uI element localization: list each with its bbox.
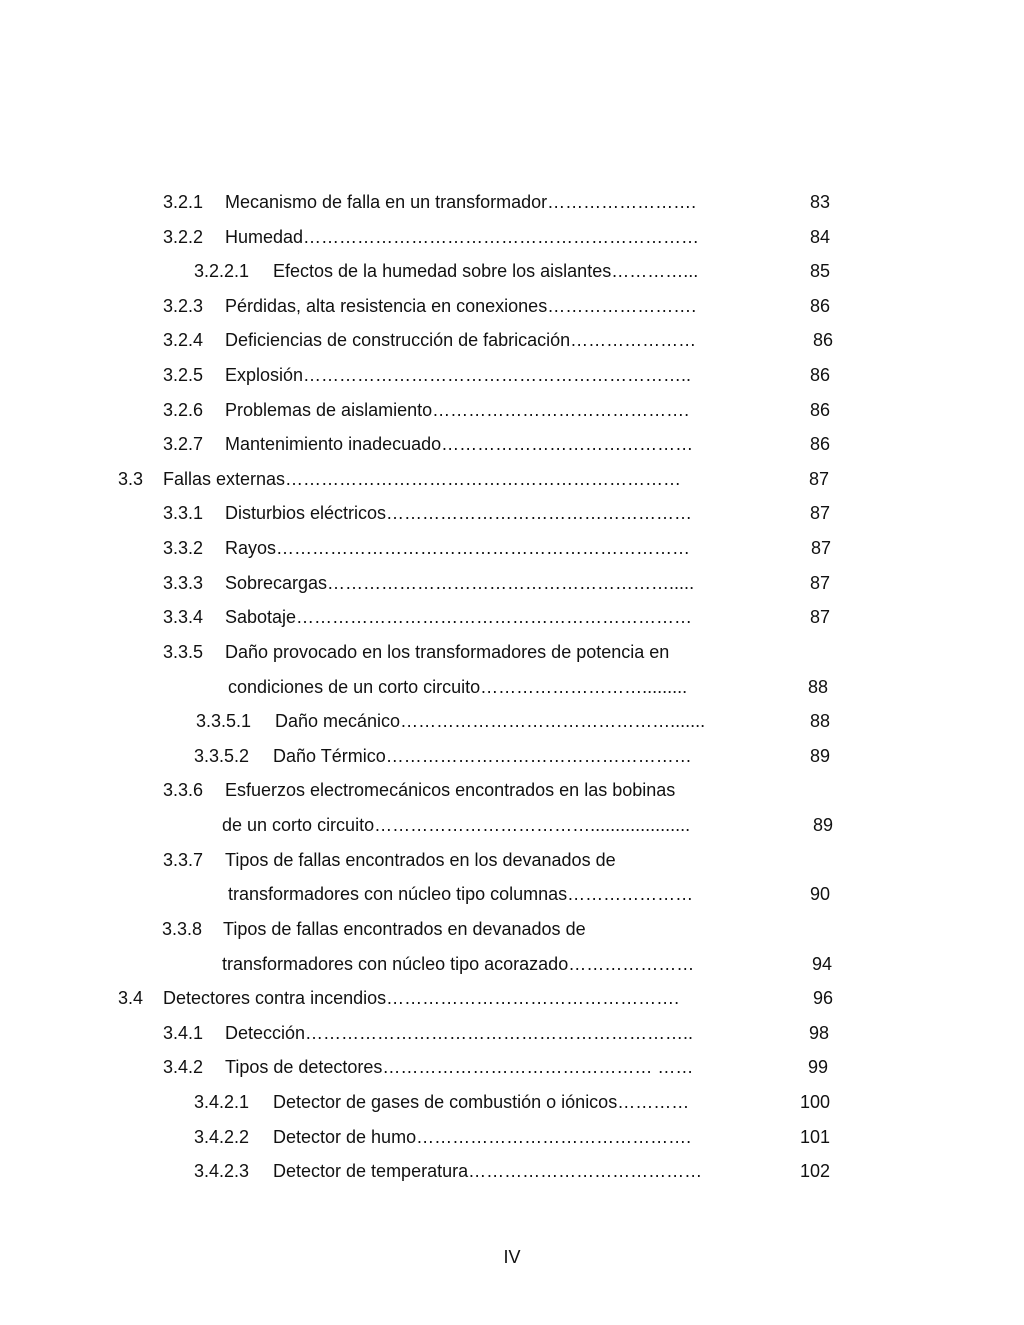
entry-page: 89: [809, 746, 830, 766]
entry-title: Fallas externas…………………………………………………………: [163, 469, 682, 489]
entry-title: Mantenimiento inadecuado……………………………………: [225, 434, 694, 454]
entry-page: 88: [807, 677, 828, 697]
toc-entry: [0, 676, 1024, 698]
entry-page: 87: [809, 573, 830, 593]
entry-number: 3.4.2: [163, 1057, 204, 1077]
entry-page: 101: [799, 1127, 830, 1147]
entry-page: 86: [812, 330, 833, 350]
entry-number: 3.2.5: [163, 365, 204, 385]
entry-title: Daño Térmico……………………………………………: [273, 746, 692, 766]
entry-number: 3.3: [118, 469, 144, 489]
entry-number: 3.3.1: [163, 503, 204, 523]
entry-number: 3.2.2: [163, 227, 204, 247]
entry-title: Daño provocado en los transformadores de potencia en: [225, 642, 670, 662]
entry-page: 86: [809, 400, 830, 420]
toc-entry: [0, 779, 1024, 801]
entry-title: Tipos de fallas encontrados en los devanados de: [225, 850, 616, 870]
entry-title: Pérdidas, alta resistencia en conexiones…………………….: [225, 296, 697, 316]
entry-title: Mecanismo de falla en un transformador…………………….: [225, 192, 697, 212]
entry-page: 86: [809, 434, 830, 454]
entry-title: Deficiencias de construcción de fabricación…………………: [225, 330, 697, 350]
entry-page: 84: [809, 227, 830, 247]
entry-title: Tipos de detectores……………………………………… ……: [225, 1057, 694, 1077]
entry-title: Daño mecánico……………………………………….......: [275, 711, 706, 731]
toc-entry: [0, 883, 1024, 905]
entry-title: Detector de temperatura…………………………………: [273, 1161, 703, 1181]
entry-number: 3.2.3: [163, 296, 204, 316]
entry-number: 3.3.5: [163, 642, 204, 662]
entry-title: Detectores contra incendios………………………………………….: [163, 988, 680, 1008]
toc-entry: [0, 987, 1024, 1009]
entry-page: 83: [809, 192, 830, 212]
entry-title: Esfuerzos electromecánicos encontrados en las bobinas: [225, 780, 676, 800]
toc-entry: [0, 502, 1024, 524]
toc-entry: [0, 641, 1024, 663]
toc-entry: [0, 918, 1024, 940]
entry-page: 85: [809, 261, 830, 281]
entry-number: 3.4.2.3: [194, 1161, 250, 1181]
entry-title: Tipos de fallas encontrados en devanados de: [223, 919, 586, 939]
toc-entry: [0, 814, 1024, 836]
entry-title: Detector de gases de combustión o iónicos…………: [273, 1092, 690, 1112]
entry-page: 90: [809, 884, 830, 904]
entry-number: 3.3.5.1: [196, 711, 252, 731]
toc-entry: [0, 399, 1024, 421]
entry-page: 89: [812, 815, 833, 835]
toc-entry: [0, 226, 1024, 248]
entry-number: 3.3.3: [163, 573, 204, 593]
entry-page: 98: [808, 1023, 829, 1043]
toc-entry: [0, 710, 1024, 732]
toc-entry: [0, 433, 1024, 455]
entry-number: 3.4.2.1: [194, 1092, 250, 1112]
toc-entry: [0, 260, 1024, 282]
entry-title: Sobrecargas………………………………………………….....: [225, 573, 695, 593]
entry-page: 86: [809, 365, 830, 385]
entry-page: 100: [799, 1092, 830, 1112]
entry-number: 3.2.7: [163, 434, 204, 454]
entry-title: Disturbios eléctricos……………………………………………: [225, 503, 693, 523]
entry-number: 3.3.6: [163, 780, 204, 800]
toc-entry: [0, 468, 1024, 490]
entry-page: 87: [810, 538, 831, 558]
toc-entry: [0, 1160, 1024, 1182]
entry-title: de un corto circuito………………………………....................: [222, 815, 691, 835]
toc-entry: [0, 1022, 1024, 1044]
entry-number: 3.2.2.1: [194, 261, 250, 281]
toc-entry: [0, 572, 1024, 594]
entry-page: 94: [811, 954, 832, 974]
toc-entry: [0, 1056, 1024, 1078]
entry-page: 87: [809, 503, 830, 523]
toc-entry: [0, 364, 1024, 386]
toc-entry: [0, 329, 1024, 351]
entry-title: Humedad…………………………………………………………: [225, 227, 700, 247]
entry-number: 3.4: [118, 988, 144, 1008]
toc-entry: [0, 295, 1024, 317]
entry-title: Rayos……………………………………………………………: [225, 538, 691, 558]
entry-page: 86: [809, 296, 830, 316]
entry-number: 3.3.7: [163, 850, 204, 870]
toc-entry: [0, 1091, 1024, 1113]
toc-entry: [0, 745, 1024, 767]
entry-page: 102: [799, 1161, 830, 1181]
entry-page: 99: [807, 1057, 828, 1077]
entry-page: 96: [812, 988, 833, 1008]
entry-title: transformadores con núcleo tipo acorazado…………………: [222, 954, 695, 974]
entry-title: condiciones de un corto circuito……………………….........: [228, 677, 688, 697]
entry-title: Problemas de aislamiento…………………………………….: [225, 400, 690, 420]
entry-title: Detección………………………………………………………..: [225, 1023, 694, 1043]
entry-number: 3.2.4: [163, 330, 204, 350]
toc-entry: [0, 537, 1024, 559]
entry-title: Sabotaje…………………………………………………………: [225, 607, 693, 627]
entry-number: 3.3.2: [163, 538, 204, 558]
page-number: IV: [503, 1247, 521, 1267]
entry-number: 3.4.2.2: [194, 1127, 250, 1147]
toc-entry: [0, 953, 1024, 975]
entry-title: Detector de humo……………………………………….: [273, 1127, 692, 1147]
entry-title: Explosión………………………………………………………..: [225, 365, 692, 385]
entry-page: 87: [808, 469, 829, 489]
entry-number: 3.3.4: [163, 607, 204, 627]
entry-number: 3.4.1: [163, 1023, 204, 1043]
toc-entry: [0, 849, 1024, 871]
entry-page: 87: [809, 607, 830, 627]
entry-page: 88: [809, 711, 830, 731]
entry-title: Efectos de la humedad sobre los aislantes…………...: [273, 261, 699, 281]
toc-entry: [0, 606, 1024, 628]
entry-number: 3.3.8: [162, 919, 203, 939]
entry-number: 3.2.1: [163, 192, 204, 212]
toc-entry: [0, 1126, 1024, 1148]
entry-number: 3.3.5.2: [194, 746, 250, 766]
toc-entry: [0, 191, 1024, 213]
entry-number: 3.2.6: [163, 400, 204, 420]
entry-title: transformadores con núcleo tipo columnas…………………: [228, 884, 694, 904]
